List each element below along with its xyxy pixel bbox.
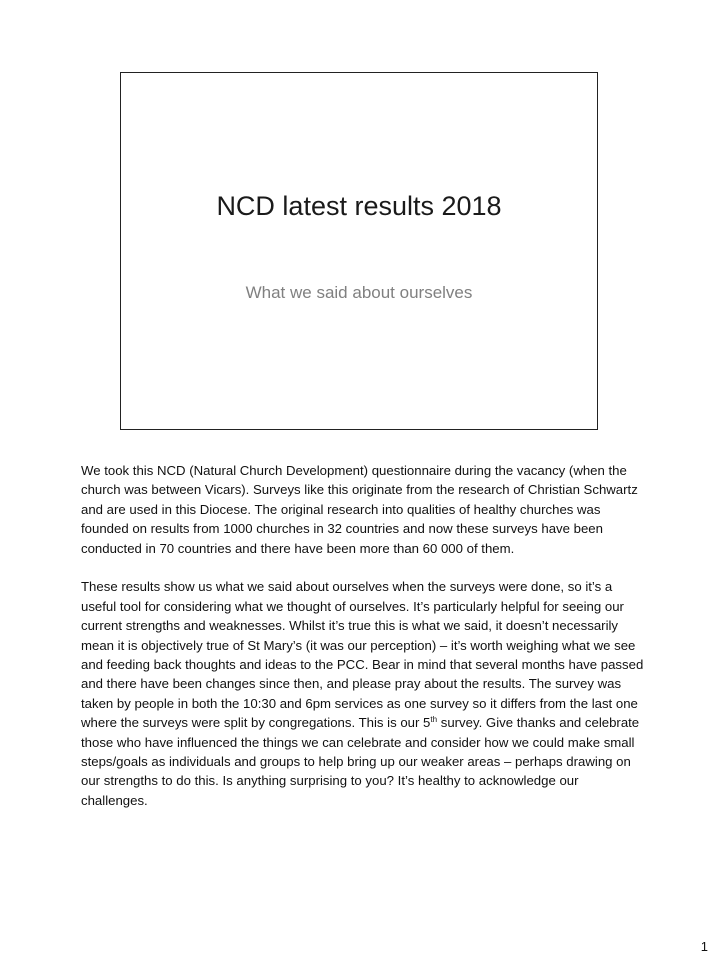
notes-paragraph-2-part-2: survey. Give thanks and celebrate those who have influenced the things we can celebrate and consider how we could make small steps/goals as individuals and groups to help bring up our weaker areas – perhaps drawing on our strengths to do this. Is anything surprising to you? It’s healthy to acknowledge our challenges. (81, 715, 640, 808)
notes-paragraph-2 (81, 577, 646, 810)
slide-thumbnail (120, 72, 598, 430)
slide-title: NCD latest results 2018 (216, 191, 502, 221)
ordinal-superscript: th (430, 715, 438, 725)
speaker-notes (81, 461, 646, 810)
slide-subtitle: What we said about ourselves (245, 283, 473, 302)
notes-paragraph-2-part-1: These results show us what we said about ourselves when the surveys were done, so it’s a useful tool for considering what we thought of ourselves. It’s particularly helpful for seeing our current strengths and weaknesses. Whilst it’s true this is what we said, it doesn’t necessarily mean it is objectively true of St Mary’s (it was our perception) – it’s worth weighing what we see and feeding back thoughts and ideas to the PCC. Bear in mind that several months have passed and there have been changes since then, and please pray about the results. The survey was taken by people in both the 10:30 and 6pm services as one survey so it differs from the last one where the surveys were split by congregations. This is our 5 (81, 579, 644, 731)
notes-paragraph-1: We took this NCD (Natural Church Development) questionnaire during the vacancy (when the church was between Vicars). Surveys like this originate from the research of Christian Schwartz and are used in this Diocese. The original research into qualities of healthy churches was founded on results from 1000 churches in 32 countries and now these surveys have been conducted in 70 countries and there have been more than 60 000 of them. (81, 463, 638, 556)
page-number: 1 (700, 939, 708, 954)
